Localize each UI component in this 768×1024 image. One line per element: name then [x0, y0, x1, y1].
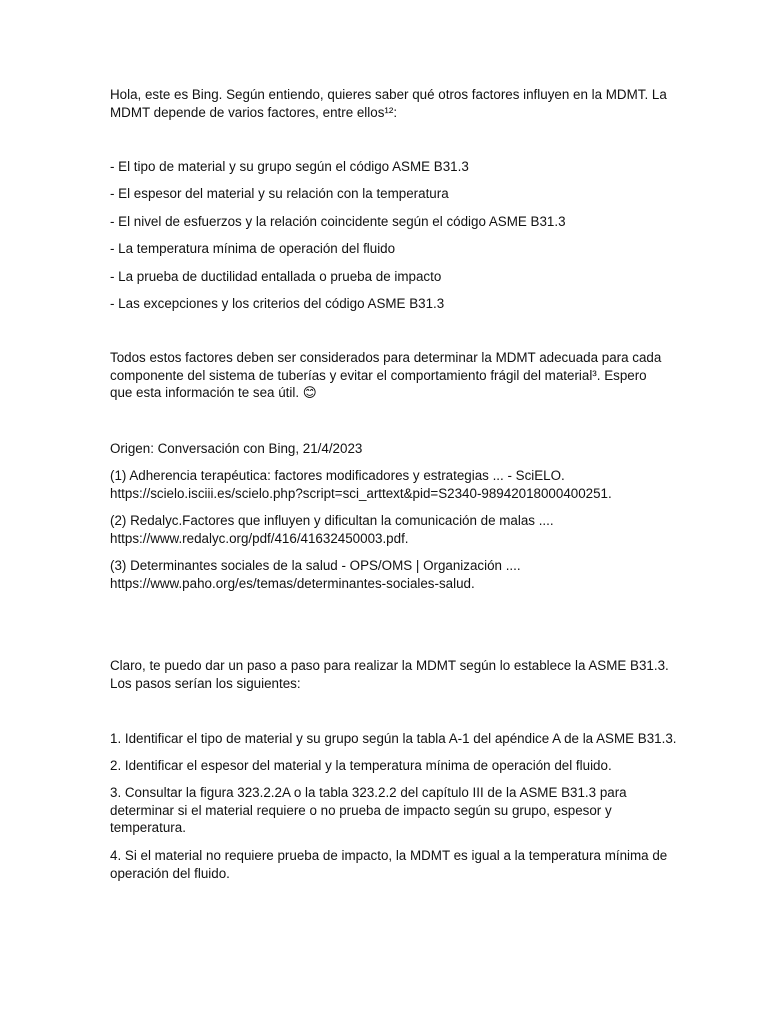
source-url[interactable]: https://scielo.isciii.es/scielo.php?script=sci_arttext&pid=S2340-98942018000400251. [110, 485, 612, 501]
source-item [110, 467, 670, 502]
factor-item: - El espesor del material y su relación con la temperatura [110, 186, 449, 201]
factor-item: - La prueba de ductilidad entallada o prueba de impacto [110, 269, 442, 284]
source-title: (1) Adherencia terapéutica: factores modificadores y estrategias ... - SciELO. [110, 468, 565, 483]
source-item [110, 512, 670, 547]
factor-item: - La temperatura mínima de operación del fluido [110, 241, 396, 256]
conclusion-paragraph: Todos estos factores deben ser considerados para determinar la MDMT adecuada para cada componente del sistema de tuberías y evitar el comportamiento frágil del material³. Espero que esta información te sea útil. 😊 [110, 350, 662, 400]
factor-item: - El tipo de material y su grupo según el código ASME B31.3 [110, 159, 469, 174]
step-item: 2. Identificar el espesor del material y la temperatura mínima de operación del fluido. [110, 758, 612, 773]
source-url[interactable]: https://www.redalyc.org/pdf/416/41632450003.pdf. [110, 530, 409, 546]
step-item: 4. Si el material no requiere prueba de impacto, la MDMT es igual a la temperatura mínima de operación del fluido. [110, 848, 668, 881]
source-title: (3) Determinantes sociales de la salud - OPS/OMS | Organización .... [110, 558, 521, 573]
source-title: (2) Redalyc.Factores que influyen y dificultan la comunicación de malas .... [110, 513, 554, 528]
steps-intro-paragraph: Claro, te puedo dar un paso a paso para realizar la MDMT según lo establece la ASME B31.3. Los pasos serían los siguientes: [110, 658, 669, 691]
origin-line: Origen: Conversación con Bing, 21/4/2023 [110, 441, 363, 456]
intro-paragraph: Hola, este es Bing. Según entiendo, quieres saber qué otros factores influyen en la MDMT. La MDMT depende de varios factores, entre ellos¹²: [110, 87, 667, 120]
step-item: 3. Consultar la figura 323.2.2A o la tabla 323.2.2 del capítulo III de la ASME B31.3 para determinar si el material requiere o no prueba de impacto según su grupo, espesor y temperatura. [110, 785, 627, 835]
source-url[interactable]: https://www.paho.org/es/temas/determinantes-sociales-salud. [110, 575, 475, 591]
step-item: 1. Identificar el tipo de material y su grupo según la tabla A-1 del apéndice A de la ASME B31.3. [110, 731, 677, 746]
factor-item: - El nivel de esfuerzos y la relación coincidente según el código ASME B31.3 [110, 214, 566, 229]
factor-item: - Las excepciones y los criterios del código ASME B31.3 [110, 296, 445, 311]
source-item [110, 557, 670, 592]
